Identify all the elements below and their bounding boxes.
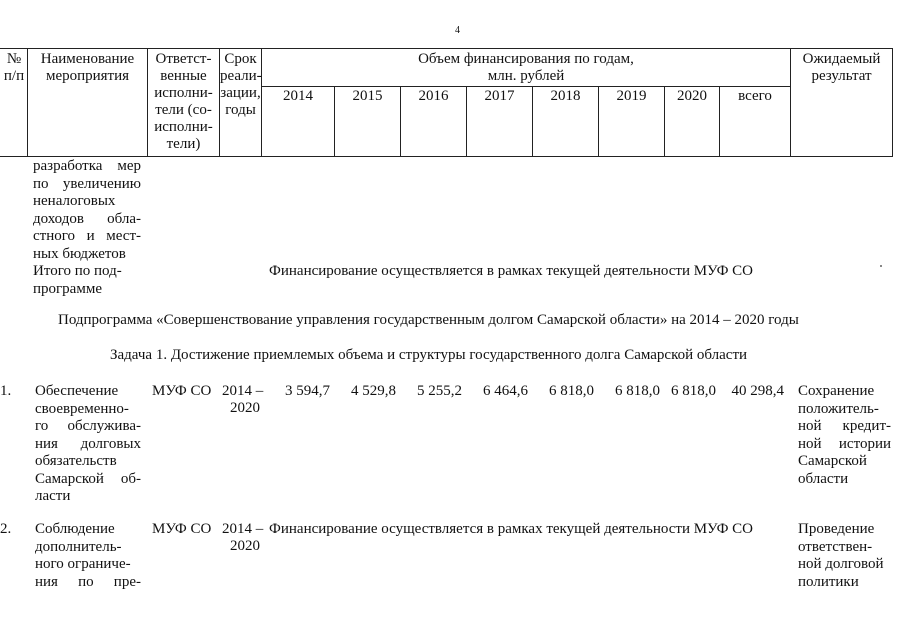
expected-result: Проведение ответствен- ной долговой политики: [798, 521, 884, 590]
header-exec-line3: исполни-: [154, 85, 213, 101]
header-funding-title-line1: Объем финансирования по годам,: [418, 51, 634, 67]
header-year-2014: 2014: [283, 88, 313, 104]
value-total: 40 298,4: [731, 383, 784, 399]
value-2018: 6 818,0: [549, 383, 594, 399]
subprogram-total-label: Итого по под- программе: [33, 263, 122, 297]
header-exec-line2: венные: [160, 68, 207, 84]
subprogram-total-note: Финансирование осуществляется в рамках текущей деятельности МУФ СО: [269, 263, 754, 279]
header-year-2019: 2019: [616, 88, 647, 104]
task-heading: Задача 1. Достижение приемлемых объема и структуры государственного долга Самарской области: [110, 347, 748, 363]
term: 2014 – 2020: [222, 383, 264, 416]
row-number: 2.: [0, 521, 12, 537]
header-name-line2: мероприятия: [45, 68, 130, 84]
subprogram-heading: Подпрограмма «Совершенствование управления государственным долгом Самарской области» на 2014 – 2020 годы: [58, 312, 799, 328]
header-exec-line6: тели): [166, 136, 201, 152]
header-year-2020: 2020: [677, 88, 707, 104]
activity-name: Соблюдение дополнитель- ного ограниче- ния по пре-: [35, 521, 141, 590]
value-2019: 6 818,0: [615, 383, 660, 399]
header-name-line1: Наименование: [40, 51, 135, 67]
executor: МУФ СО: [152, 521, 212, 537]
value-2017: 6 464,6: [483, 383, 528, 399]
header-year-2016: 2016: [418, 88, 449, 104]
executor: МУФ СО: [152, 383, 212, 399]
value-2014: 3 594,7: [285, 383, 330, 399]
header-funding-title-line2: млн. рублей: [487, 68, 565, 84]
activity-name: Обеспечение своевременно- го обслужива- ния долговых обязательств Самарской об- ласти: [35, 383, 141, 504]
header-total: всего: [738, 88, 772, 104]
header-exec-line4: тели (со-: [155, 102, 212, 118]
funding-note: Финансирование осуществляется в рамках текущей деятельности МУФ СО: [269, 521, 754, 537]
value-2020: 6 818,0: [671, 383, 716, 399]
header-exec-line1: Ответст-: [155, 51, 212, 67]
header-num-line2: п/п: [3, 68, 25, 84]
header-exec-line5: исполни-: [154, 119, 213, 135]
continued-activity-name: разработка мер по увеличению неналоговых доходов обла- стного и мест- ных бюджетов: [33, 158, 141, 262]
row-number: 1.: [0, 383, 12, 399]
header-result-line1: Ожидаемый: [802, 51, 881, 67]
header-year-2018: 2018: [550, 88, 581, 104]
header-num-line1: №: [6, 51, 22, 67]
header-term-line1: Срок: [224, 51, 257, 67]
value-2015: 4 529,8: [351, 383, 396, 399]
header-term-line2: реали-: [220, 68, 262, 84]
term: 2014 – 2020: [222, 521, 264, 554]
header-year-2015: 2015: [352, 88, 383, 104]
header-result-line2: результат: [811, 68, 872, 84]
header-year-2017: 2017: [484, 88, 515, 104]
expected-result: Сохранение положитель- ной кредит- ной истории Самарской области: [798, 383, 891, 487]
header-term-line4: годы: [225, 102, 256, 118]
page-number: 4: [455, 25, 460, 36]
value-2016: 5 255,2: [417, 383, 462, 399]
header-term-line3: зации,: [220, 85, 261, 101]
